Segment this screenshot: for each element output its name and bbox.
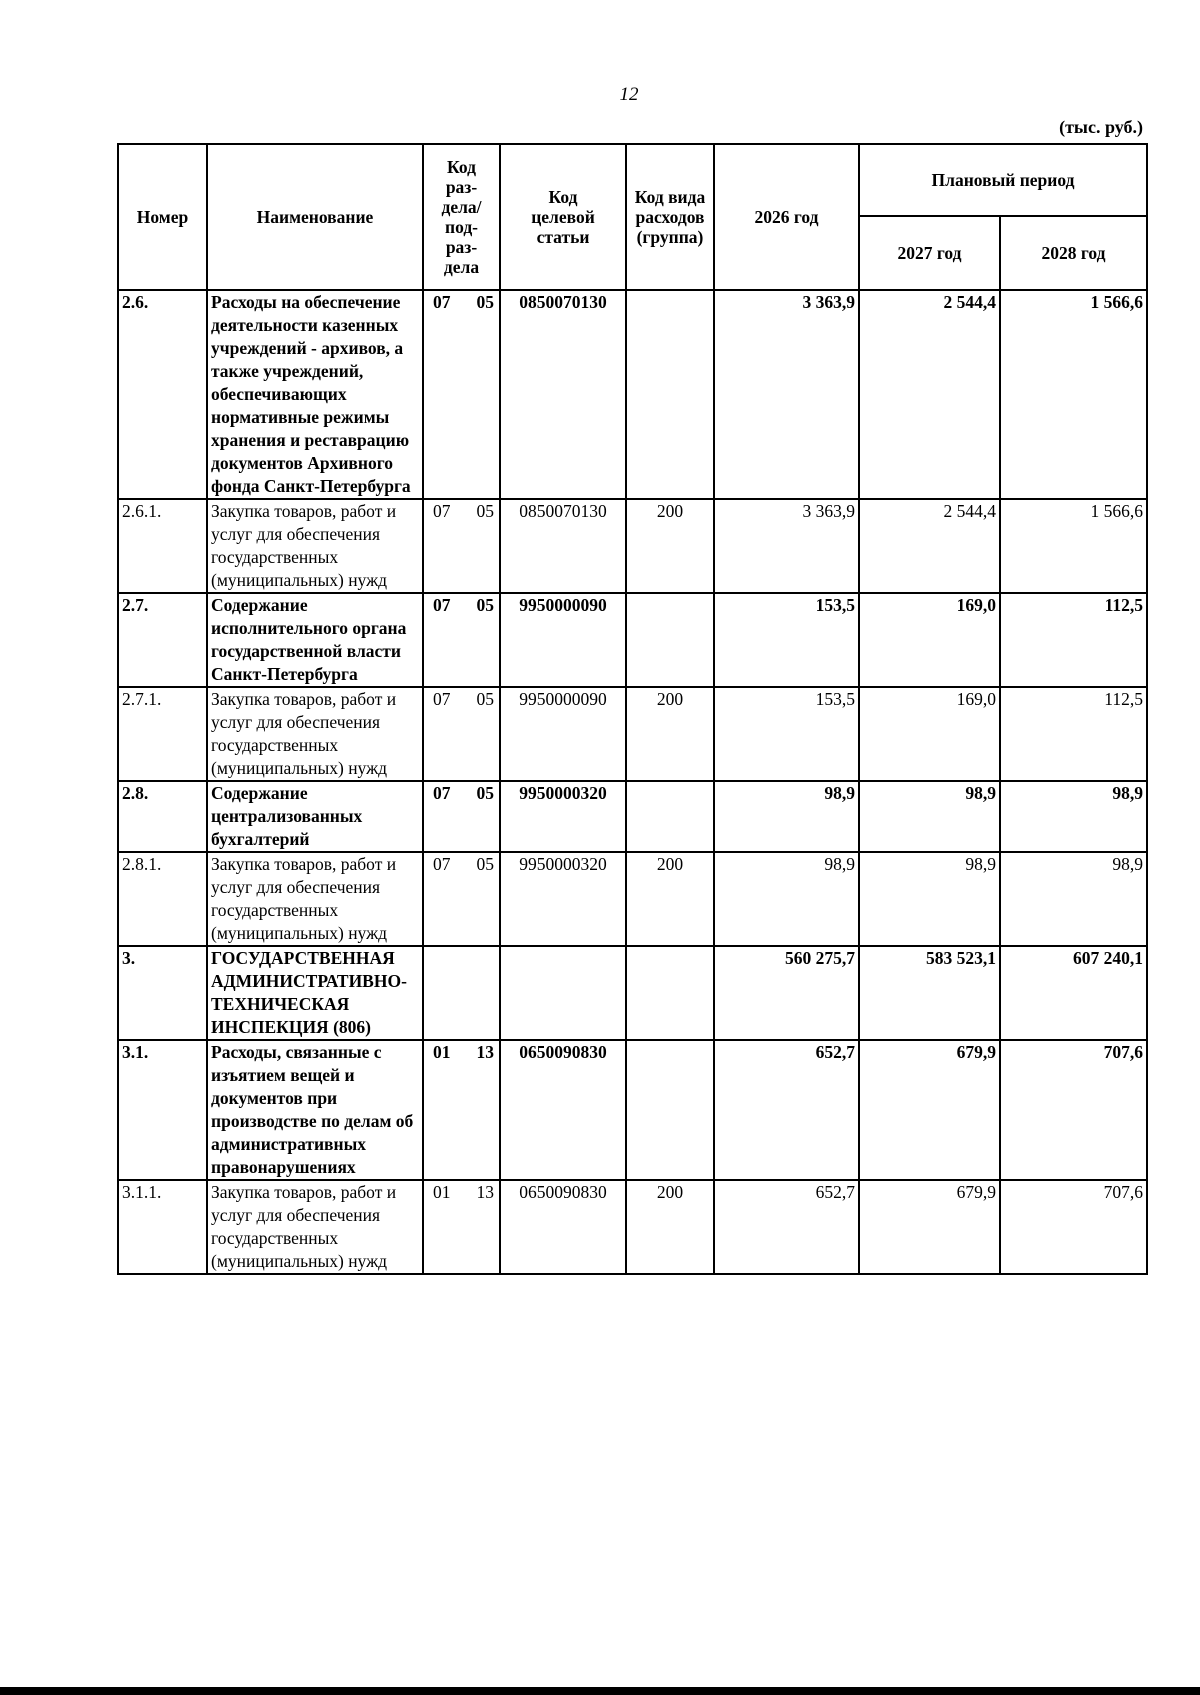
row-number: 2.7.1. [118,687,207,781]
subsection-code: 05 [476,595,494,615]
row-section-code [423,687,500,781]
row-value-2028: 112,5 [1000,687,1147,781]
row-value-2027: 98,9 [859,852,1000,946]
header-year-2026: 2026 год [714,144,859,290]
table-row [118,687,1147,781]
subsection-code: 05 [476,689,494,709]
row-section-code [423,499,500,593]
section-code: 07 [433,292,451,312]
row-value-2027: 2 544,4 [859,499,1000,593]
row-value-2026: 98,9 [714,781,859,852]
section-pair [427,500,496,523]
row-value-2026: 652,7 [714,1040,859,1180]
row-value-2028: 1 566,6 [1000,290,1147,499]
table-body [118,290,1147,1274]
row-target-code: 0650090830 [500,1180,626,1274]
row-section-code [423,1040,500,1180]
section-pair [427,1181,496,1204]
row-name: Закупка товаров, работ и услуг для обеспечения государственных (муниципальных) нужд [207,687,423,781]
row-number: 3.1.1. [118,1180,207,1274]
row-number: 2.8.1. [118,852,207,946]
row-section-code [423,593,500,687]
page-bottom-edge [0,1687,1200,1695]
row-name: Содержание исполнительного органа государственной власти Санкт-Петербурга [207,593,423,687]
header-planned-period: Плановый период [859,144,1147,216]
row-expense-type [626,1040,714,1180]
section-pair [427,782,496,805]
row-value-2026: 153,5 [714,687,859,781]
section-code: 01 [433,1042,451,1062]
header-year-2027: 2027 год [859,216,1000,290]
row-value-2026: 98,9 [714,852,859,946]
row-value-2028: 112,5 [1000,593,1147,687]
row-value-2027: 98,9 [859,781,1000,852]
table-row [118,781,1147,852]
row-value-2026: 3 363,9 [714,290,859,499]
table-row [118,290,1147,499]
row-number: 3. [118,946,207,1040]
row-value-2028: 607 240,1 [1000,946,1147,1040]
row-expense-type: 200 [626,1180,714,1274]
row-value-2028: 707,6 [1000,1180,1147,1274]
row-number: 3.1. [118,1040,207,1180]
table-row [118,593,1147,687]
row-value-2028: 98,9 [1000,781,1147,852]
section-code: 07 [433,501,451,521]
row-value-2028: 707,6 [1000,1040,1147,1180]
row-expense-type [626,290,714,499]
row-section-code [423,290,500,499]
row-value-2027: 169,0 [859,687,1000,781]
row-value-2026: 560 275,7 [714,946,859,1040]
table-header [118,144,1147,290]
header-target-code: Код целевой статьи [500,144,626,290]
row-number: 2.6. [118,290,207,499]
subsection-code: 13 [476,1182,494,1202]
section-code: 07 [433,689,451,709]
row-target-code: 9950000090 [500,687,626,781]
row-target-code: 9950000090 [500,593,626,687]
row-name: Закупка товаров, работ и услуг для обеспечения государственных (муниципальных) нужд [207,1180,423,1274]
row-section-code [423,852,500,946]
page-number: 12 [619,84,639,105]
subsection-code: 05 [476,783,494,803]
row-number: 2.7. [118,593,207,687]
section-pair [427,853,496,876]
table-row [118,1180,1147,1274]
row-value-2026: 3 363,9 [714,499,859,593]
row-target-code: 0650090830 [500,1040,626,1180]
row-expense-type [626,593,714,687]
row-expense-type [626,781,714,852]
row-value-2026: 652,7 [714,1180,859,1274]
row-target-code: 0850070130 [500,499,626,593]
budget-table [117,143,1148,1275]
row-section-code [423,946,500,1040]
row-expense-type [626,946,714,1040]
section-code: 07 [433,783,451,803]
table-row [118,499,1147,593]
subsection-code: 13 [476,1042,494,1062]
row-name: Содержание централизованных бухгалтерий [207,781,423,852]
row-value-2026: 153,5 [714,593,859,687]
section-pair [427,291,496,314]
row-name: Закупка товаров, работ и услуг для обеспечения государственных (муниципальных) нужд [207,499,423,593]
table-row [118,852,1147,946]
row-name: Закупка товаров, работ и услуг для обеспечения государственных (муниципальных) нужд [207,852,423,946]
units-label: (тыс. руб.) [1059,117,1143,137]
row-value-2028: 98,9 [1000,852,1147,946]
section-code: 01 [433,1182,451,1202]
row-section-code [423,1180,500,1274]
row-target-code [500,946,626,1040]
header-number: Номер [118,144,207,290]
section-pair [427,1041,496,1064]
subsection-code: 05 [476,501,494,521]
row-value-2027: 679,9 [859,1040,1000,1180]
row-value-2027: 169,0 [859,593,1000,687]
section-pair [427,594,496,617]
row-name: ГОСУДАРСТВЕННАЯ АДМИНИСТРАТИВНО-ТЕХНИЧЕСКАЯ ИНСПЕКЦИЯ (806) [207,946,423,1040]
row-expense-type: 200 [626,499,714,593]
row-name: Расходы на обеспечение деятельности казенных учреждений - архивов, а также учреждений, обеспечивающих нормативные режимы хранения и реставрацию документов Архивного фонда Санкт-Петербурга [207,290,423,499]
row-expense-type: 200 [626,852,714,946]
header-expense-type-code: Код вида расходов (группа) [626,144,714,290]
header-name: Наименование [207,144,423,290]
header-year-2028: 2028 год [1000,216,1147,290]
subsection-code: 05 [476,854,494,874]
row-target-code: 9950000320 [500,781,626,852]
row-number: 2.6.1. [118,499,207,593]
row-value-2027: 583 523,1 [859,946,1000,1040]
row-value-2027: 2 544,4 [859,290,1000,499]
row-target-code: 9950000320 [500,852,626,946]
section-pair [427,688,496,711]
row-target-code: 0850070130 [500,290,626,499]
table-row [118,1040,1147,1180]
row-name: Расходы, связанные с изъятием вещей и документов при производстве по делам об административных правонарушениях [207,1040,423,1180]
header-section-code: Код раз-дела/ под-раз-дела [423,144,500,290]
table-row [118,946,1147,1040]
row-expense-type: 200 [626,687,714,781]
section-code: 07 [433,854,451,874]
row-value-2028: 1 566,6 [1000,499,1147,593]
subsection-code: 05 [476,292,494,312]
row-number: 2.8. [118,781,207,852]
row-value-2027: 679,9 [859,1180,1000,1274]
row-section-code [423,781,500,852]
section-code: 07 [433,595,451,615]
